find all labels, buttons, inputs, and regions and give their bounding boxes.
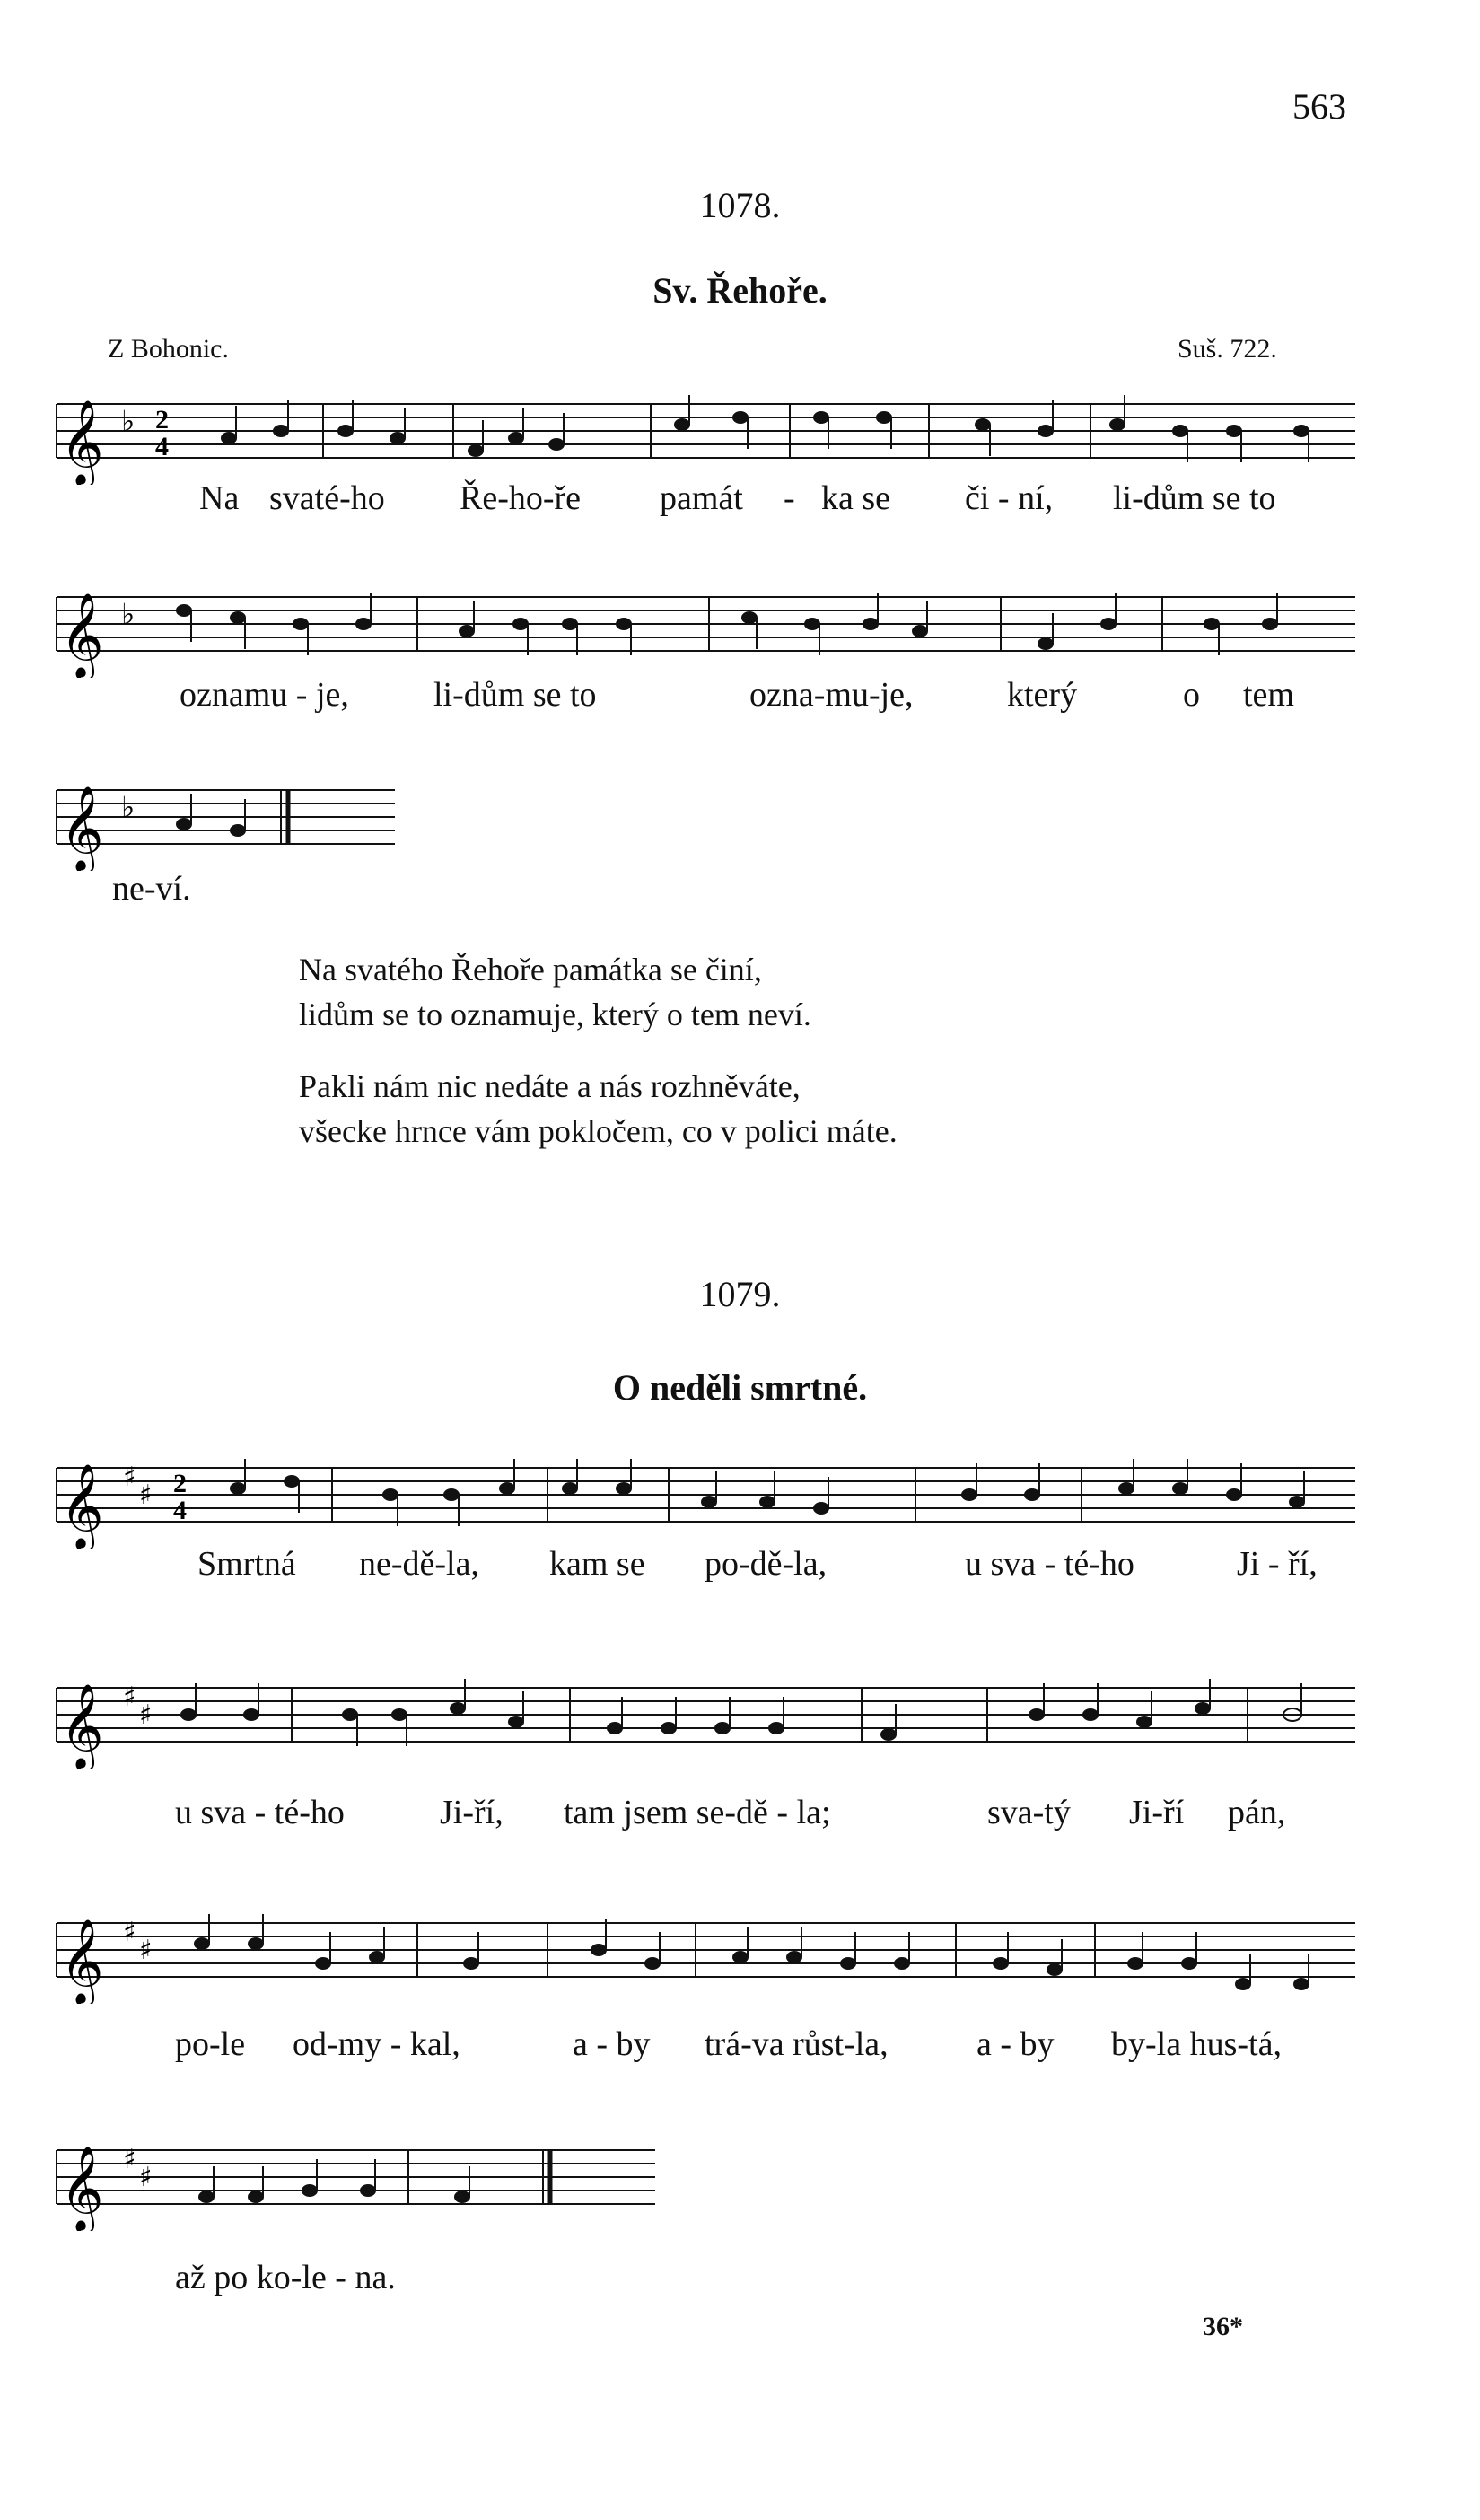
sheet-signature-mark: 36* xyxy=(1203,2312,1243,2341)
lyric-syllable: po-dě-la, xyxy=(705,1545,828,1583)
lyric-syllable: pán, xyxy=(1228,1794,1286,1831)
treble-clef-icon: 𝄞 xyxy=(60,1683,104,1769)
verse-block xyxy=(299,947,811,1038)
song-title: Sv. Řehoře. xyxy=(652,270,828,311)
music-staff xyxy=(49,588,1360,678)
lyric-syllable: ne-dě-la, xyxy=(359,1545,479,1583)
lyric-syllable: či - ní, xyxy=(965,479,1054,517)
lyric-syllable: Ji - ří, xyxy=(1237,1545,1318,1583)
sharp-sign: ♯ xyxy=(123,1462,136,1493)
lyric-syllable: trá-va růst-la, xyxy=(705,2025,889,2063)
verse-line: lidům se to oznamuje, který o tem neví. xyxy=(299,997,811,1033)
lyric-syllable: li-dům se to xyxy=(433,676,597,714)
lyric-syllable: ozna-mu-je, xyxy=(749,676,914,714)
song-source: Suš. 722. xyxy=(1178,334,1277,364)
lyric-syllable: sva-tý xyxy=(987,1794,1071,1831)
notes xyxy=(195,1914,1309,1989)
lyric-syllable: ka se xyxy=(821,479,891,517)
lyric-syllable: - xyxy=(784,479,795,517)
song-origin: Z Bohonic. xyxy=(108,334,229,364)
music-staff xyxy=(49,1459,1360,1549)
lyric-syllable: až po ko-le - na. xyxy=(175,2259,396,2296)
notes xyxy=(222,395,1309,462)
flat-sign: ♭ xyxy=(121,404,136,438)
music-staff xyxy=(49,2141,660,2231)
time-signature-bottom: 4 xyxy=(155,432,169,461)
flat-sign: ♭ xyxy=(121,597,136,631)
sharp-sign: ♯ xyxy=(123,2144,136,2175)
lyric-syllable: od-my - kal, xyxy=(293,2025,460,2063)
lyric-syllable: po-le xyxy=(175,2025,246,2063)
sharp-sign: ♯ xyxy=(139,1699,153,1731)
verse-line: všecke hrnce vám pokločem, co v polici máte. xyxy=(299,1113,898,1150)
notes xyxy=(181,1679,1301,1746)
verse-block xyxy=(299,1064,898,1155)
treble-clef-icon: 𝄞 xyxy=(60,400,104,485)
lyric-syllable: oznamu - je, xyxy=(180,676,349,714)
music-staff xyxy=(49,395,1360,485)
lyric-syllable: kam se xyxy=(549,1545,645,1583)
time-signature-bottom: 4 xyxy=(173,1496,187,1525)
lyric-syllable: li-dům se to xyxy=(1113,479,1276,517)
lyric-syllable: u sva - té-ho xyxy=(175,1794,345,1831)
sharp-sign: ♯ xyxy=(123,1681,136,1713)
lyric-syllable: a - by xyxy=(976,2025,1055,2063)
sharp-sign: ♯ xyxy=(139,1935,153,1966)
song-number: 1079. xyxy=(699,1274,781,1314)
song-title: O neděli smrtné. xyxy=(612,1367,868,1408)
song-number: 1078. xyxy=(699,185,781,225)
lyric-syllable: svaté-ho xyxy=(269,479,385,517)
treble-clef-icon: 𝄞 xyxy=(60,1463,104,1549)
notes xyxy=(231,1459,1304,1526)
time-signature-top: 2 xyxy=(173,1469,187,1498)
sharp-sign: ♯ xyxy=(139,1480,153,1511)
page-number: 563 xyxy=(1292,86,1346,127)
treble-clef-icon: 𝄞 xyxy=(60,2146,104,2231)
verse-line: Na svatého Řehoře památka se činí, xyxy=(299,952,762,988)
treble-clef-icon: 𝄞 xyxy=(60,1919,104,2004)
music-staff xyxy=(49,1679,1360,1769)
verse-line: Pakli nám nic nedáte a nás rozhněváte, xyxy=(299,1068,801,1104)
flat-sign: ♭ xyxy=(121,790,136,824)
lyric-syllable: Na xyxy=(199,479,240,517)
lyric-syllable: Ře-ho-ře xyxy=(460,479,582,517)
sharp-sign: ♯ xyxy=(123,1917,136,1948)
lyric-syllable: který xyxy=(1007,676,1078,714)
treble-clef-icon: 𝄞 xyxy=(60,786,104,871)
notes xyxy=(177,794,245,836)
time-signature-top: 2 xyxy=(155,405,169,435)
music-staff xyxy=(49,781,399,871)
lyric-syllable: tem xyxy=(1243,676,1294,714)
lyric-syllable: památ xyxy=(660,479,743,517)
lyric-syllable: by-la hus-tá, xyxy=(1111,2025,1282,2063)
lyric-syllable: Ji-ří, xyxy=(440,1794,504,1831)
lyric-syllable: Ji-ří xyxy=(1129,1794,1185,1831)
lyric-syllable: o xyxy=(1183,676,1200,714)
lyric-syllable: tam jsem se-dě - la; xyxy=(564,1794,831,1831)
treble-clef-icon: 𝄞 xyxy=(60,593,104,678)
lyric-syllable: u sva - té-ho xyxy=(965,1545,1134,1583)
lyric-syllable: ne-ví. xyxy=(112,870,191,908)
lyric-syllable: Smrtná xyxy=(197,1545,296,1583)
music-staff xyxy=(49,1914,1360,2004)
sharp-sign: ♯ xyxy=(139,2162,153,2193)
lyric-syllable: a - by xyxy=(573,2025,651,2063)
